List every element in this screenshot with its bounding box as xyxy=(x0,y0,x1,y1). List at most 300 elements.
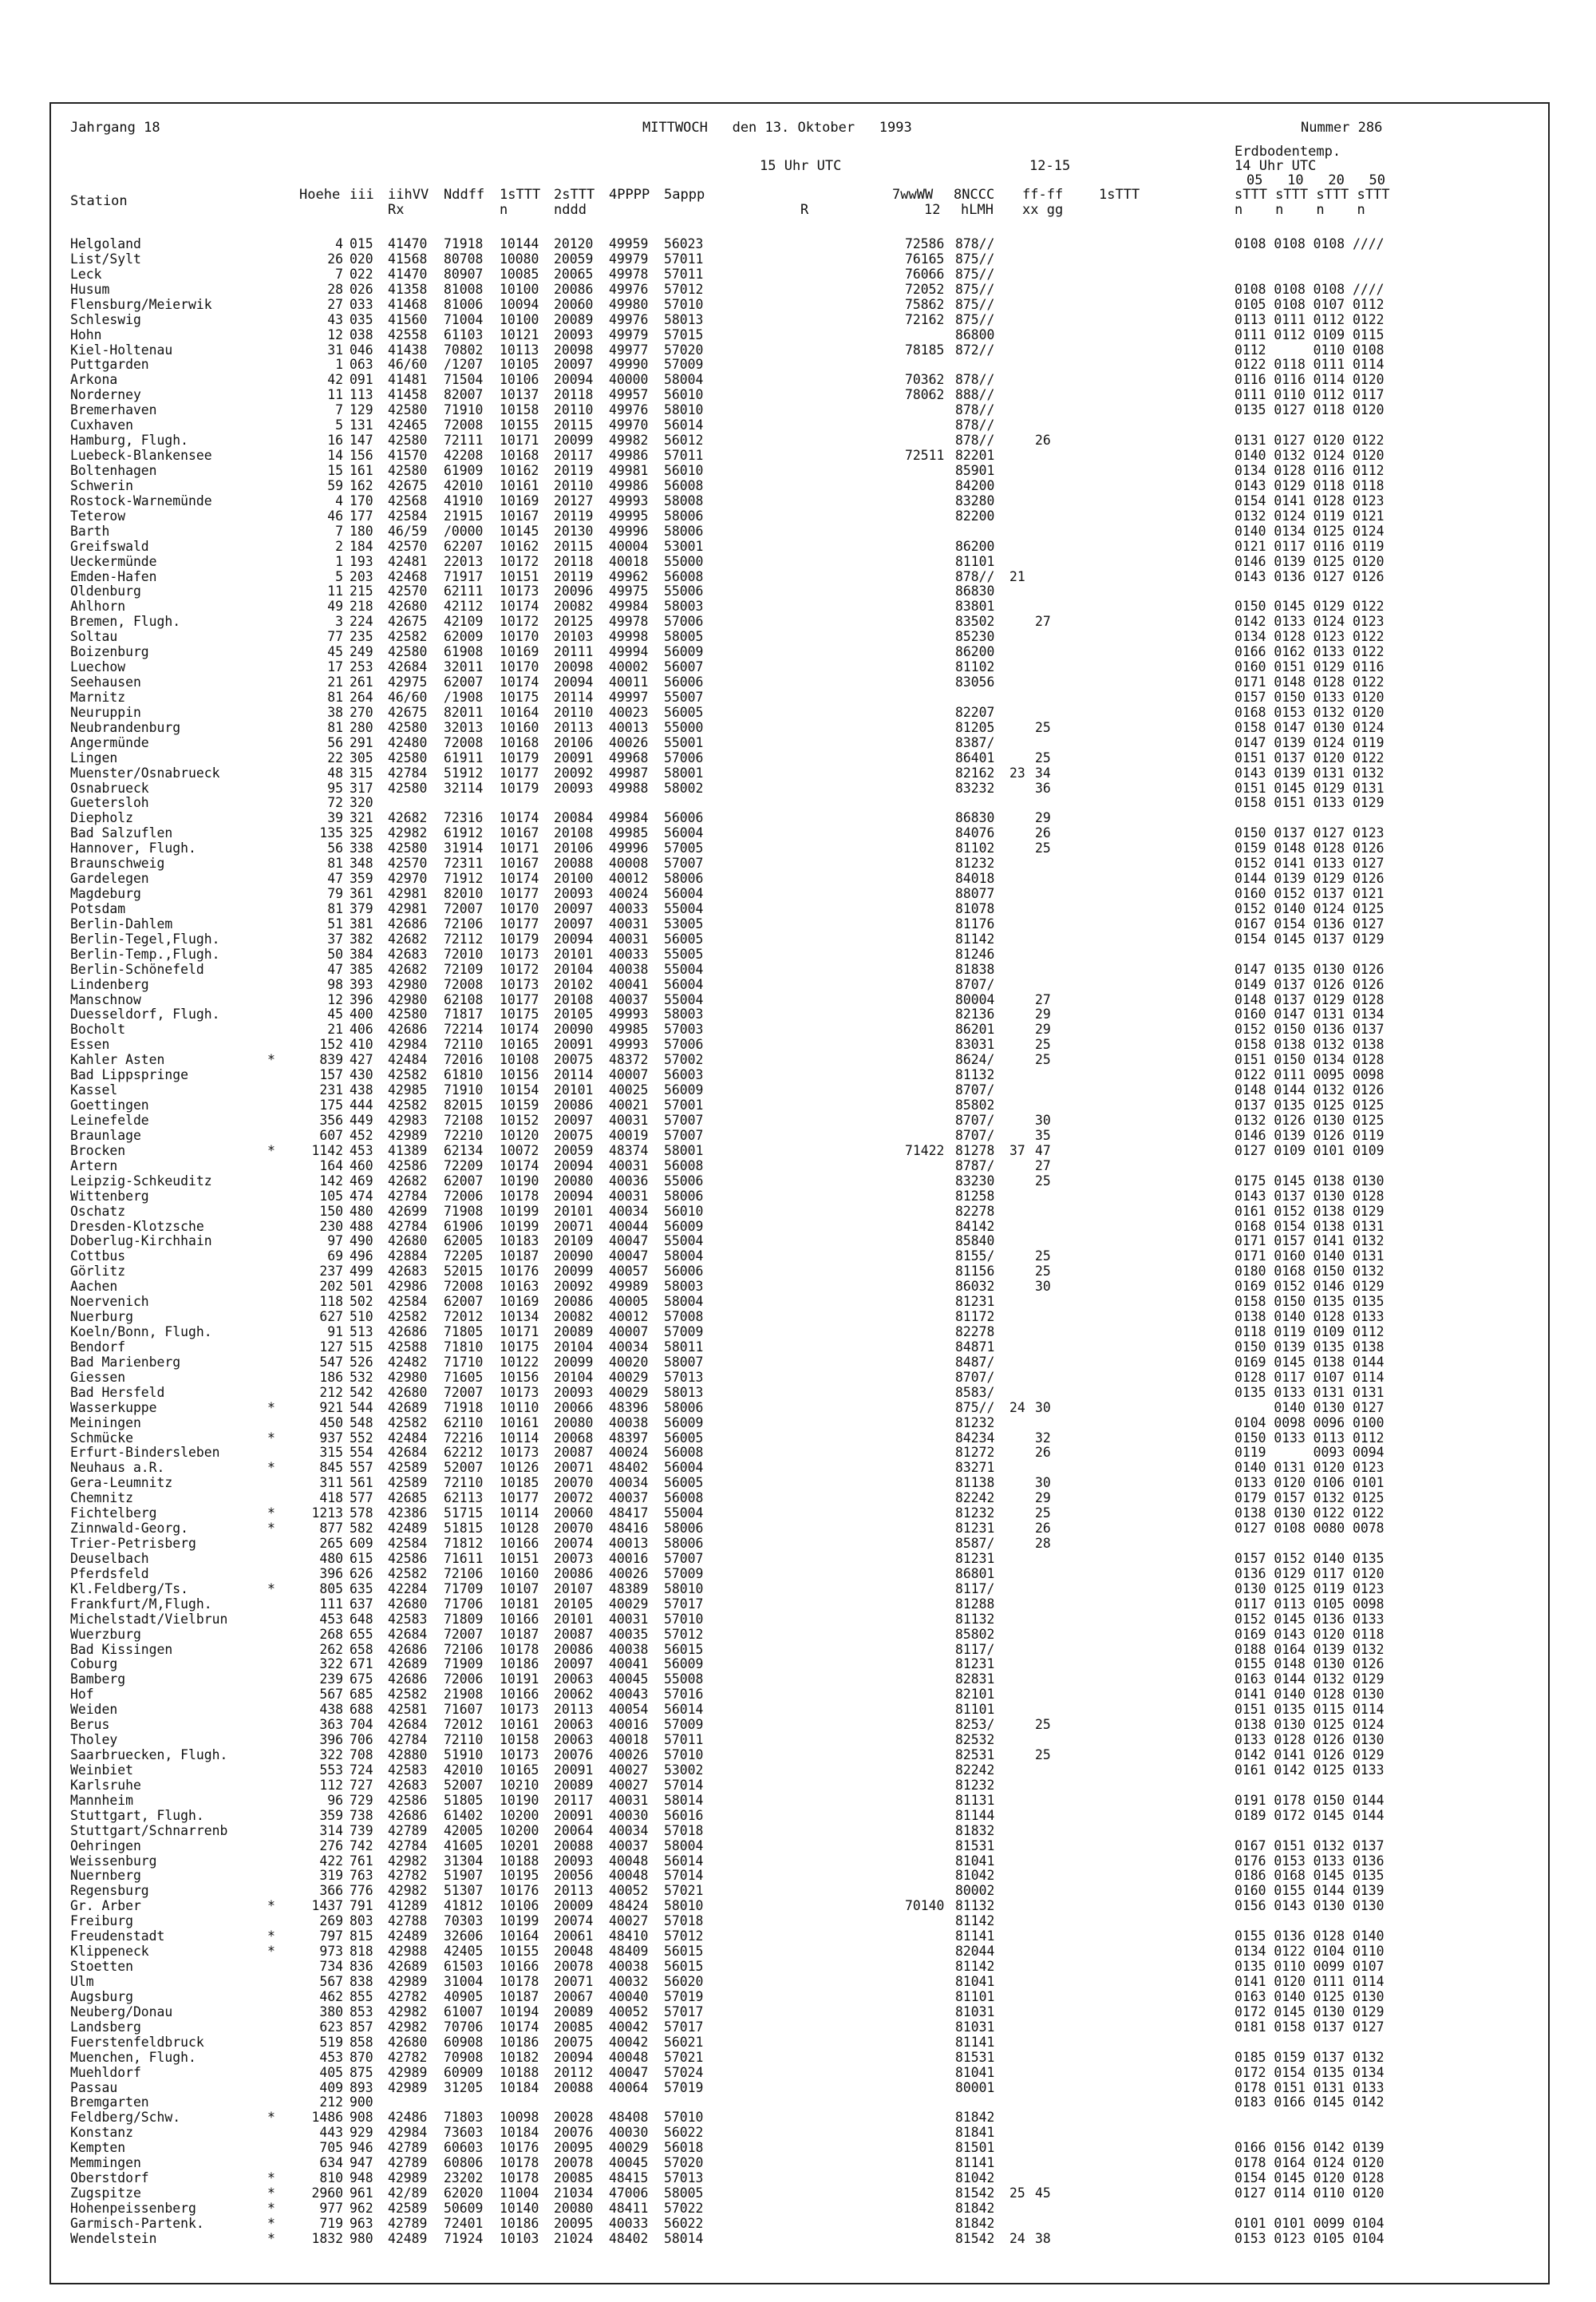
tx: 20086 xyxy=(554,1565,594,1581)
ff2: 28 xyxy=(1035,1536,1051,1551)
tn: 10187 xyxy=(500,1988,539,2004)
iihvv: 42782 xyxy=(388,2049,428,2065)
tx: 20130 xyxy=(554,523,594,539)
nccc: 81842 xyxy=(955,2110,995,2126)
iihvv: 42684 xyxy=(388,1626,428,1642)
appp: 56006 xyxy=(664,810,704,826)
station-name: Bocholt xyxy=(70,1022,126,1038)
hoehe: 5 xyxy=(335,568,343,584)
station-row xyxy=(0,1883,1548,1898)
nccc: 82101 xyxy=(955,1687,995,1703)
tn: 10179 xyxy=(500,750,539,765)
iii: 379 xyxy=(350,900,373,916)
station-row xyxy=(0,251,1548,267)
soil-temps: 0122 0111 0095 0098 xyxy=(1235,1067,1385,1083)
header-n: n xyxy=(500,202,508,218)
station-row xyxy=(0,1279,1548,1294)
soil-temps: 0188 0164 0139 0132 xyxy=(1235,1641,1385,1657)
mountain-marker: * xyxy=(267,1430,275,1446)
hoehe: 2 xyxy=(335,538,343,554)
station-name: Klippeneck xyxy=(70,1944,149,1960)
iii: 203 xyxy=(350,568,373,584)
hoehe: 396 xyxy=(319,1732,343,1748)
pppp: 49996 xyxy=(609,841,649,856)
nddff: 51715 xyxy=(444,1505,484,1521)
pppp: 40029 xyxy=(609,2140,649,2156)
mountain-marker: * xyxy=(267,1399,275,1415)
station-row xyxy=(0,583,1548,599)
appp: 57010 xyxy=(664,2110,704,2126)
hoehe: 322 xyxy=(319,1747,343,1762)
station-row xyxy=(0,2019,1548,2035)
iii: 270 xyxy=(350,704,373,720)
soil-temps: 0135 0133 0131 0131 xyxy=(1235,1384,1385,1400)
iii: 815 xyxy=(350,1928,373,1944)
nddff: 72106 xyxy=(444,1641,484,1657)
iii: 218 xyxy=(350,599,373,615)
station-name: Emden-Hafen xyxy=(70,568,157,584)
iihvv: 42568 xyxy=(388,492,428,508)
iihvv: 42989 xyxy=(388,2079,428,2095)
station-name: Arkona xyxy=(70,372,118,388)
iii: 561 xyxy=(350,1475,373,1491)
hoehe: 877 xyxy=(319,1521,343,1536)
hoehe: 1142 xyxy=(311,1142,343,1158)
appp: 58010 xyxy=(664,1898,704,1914)
nddff: /1908 xyxy=(444,689,484,705)
iihvv: 42789 xyxy=(388,2215,428,2231)
pppp: 48411 xyxy=(609,2200,649,2216)
station-row xyxy=(0,599,1548,614)
tx: 20117 xyxy=(554,1792,594,1808)
station-row xyxy=(0,810,1548,825)
tx: 20098 xyxy=(554,342,594,358)
tx: 20094 xyxy=(554,1157,594,1173)
tx: 20071 xyxy=(554,1218,594,1234)
soil-temps: 0127 0109 0101 0109 xyxy=(1235,1142,1385,1158)
nddff: 73603 xyxy=(444,2125,484,2141)
nccc: 81531 xyxy=(955,1837,995,1853)
station-row xyxy=(0,1928,1548,1944)
pppp: 40037 xyxy=(609,1837,649,1853)
tn: 10175 xyxy=(500,689,539,705)
soil-temps: 0136 0129 0117 0120 xyxy=(1235,1565,1385,1581)
iihvv: 42675 xyxy=(388,614,428,630)
tx: 20115 xyxy=(554,417,594,433)
iii: 317 xyxy=(350,780,373,796)
nccc: 82044 xyxy=(955,1944,995,1960)
mountain-marker: * xyxy=(267,2230,275,2246)
pppp: 40032 xyxy=(609,1973,649,1989)
pppp: 49982 xyxy=(609,433,649,449)
pppp: 49993 xyxy=(609,492,649,508)
iii: 499 xyxy=(350,1264,373,1280)
pppp: 40018 xyxy=(609,1732,649,1748)
header-12-15: 12-15 xyxy=(1029,158,1071,174)
tn: 10174 xyxy=(500,871,539,887)
tx: 20113 xyxy=(554,1702,594,1718)
nccc: 81246 xyxy=(955,946,995,962)
pppp: 40041 xyxy=(609,976,649,992)
hoehe: 1 xyxy=(335,357,343,373)
nddff: 62207 xyxy=(444,538,484,554)
tx: 20110 xyxy=(554,477,594,493)
tx: 20127 xyxy=(554,492,594,508)
mountain-marker: * xyxy=(267,1142,275,1158)
hoehe: 1 xyxy=(335,553,343,569)
iihvv: 42981 xyxy=(388,886,428,901)
nccc: 8583/ xyxy=(955,1384,995,1400)
appp: 56012 xyxy=(664,433,704,449)
pppp: 49988 xyxy=(609,780,649,796)
iii: 962 xyxy=(350,2200,373,2216)
nddff: 61402 xyxy=(444,1807,484,1823)
ff2: 29 xyxy=(1035,1490,1051,1506)
tx: 20118 xyxy=(554,553,594,569)
hoehe: 202 xyxy=(319,1279,343,1295)
appp: 56015 xyxy=(664,1944,704,1960)
nddff: 61906 xyxy=(444,1218,484,1234)
soil-temps: 0163 0140 0125 0130 xyxy=(1235,1988,1385,2004)
iii: 490 xyxy=(350,1233,373,1249)
ff2: 30 xyxy=(1035,1399,1051,1415)
iihvv: 42489 xyxy=(388,2230,428,2246)
pppp: 40034 xyxy=(609,1339,649,1355)
station-name: Bremerhaven xyxy=(70,402,157,418)
pppp: 40042 xyxy=(609,2034,649,2050)
tx: 20110 xyxy=(554,402,594,418)
appp: 55001 xyxy=(664,734,704,750)
appp: 56022 xyxy=(664,2125,704,2141)
iii: 908 xyxy=(350,2110,373,2126)
iihvv: 41570 xyxy=(388,448,428,463)
nddff: 61908 xyxy=(444,644,484,660)
station-name: Gr. Arber xyxy=(70,1898,141,1914)
tx: 20101 xyxy=(554,1082,594,1098)
nddff: 71805 xyxy=(444,1324,484,1339)
appp: 55006 xyxy=(664,583,704,599)
tx: 20097 xyxy=(554,1112,594,1128)
station-name: Barth xyxy=(70,523,110,539)
mountain-marker: * xyxy=(267,1928,275,1944)
appp: 57011 xyxy=(664,266,704,282)
nddff: 71810 xyxy=(444,1339,484,1355)
appp: 56008 xyxy=(664,477,704,493)
soil-temps: 0161 0142 0125 0133 xyxy=(1235,1762,1385,1778)
appp: 57022 xyxy=(664,2200,704,2216)
appp: 56010 xyxy=(664,387,704,403)
nccc: 81542 xyxy=(955,2230,995,2246)
iihvv: 42789 xyxy=(388,2140,428,2156)
iii: 776 xyxy=(350,1883,373,1899)
station-row xyxy=(0,1505,1548,1521)
appp: 57021 xyxy=(664,2049,704,2065)
station-name: Bamberg xyxy=(70,1671,126,1687)
iihvv: 42784 xyxy=(388,1218,428,1234)
iii: 022 xyxy=(350,266,373,282)
station-name: Marnitz xyxy=(70,689,126,705)
nccc: 8707/ xyxy=(955,1369,995,1385)
nccc: 82200 xyxy=(955,508,995,524)
tx: 20086 xyxy=(554,281,594,297)
tx: 20063 xyxy=(554,1671,594,1687)
iihvv: 42580 xyxy=(388,750,428,765)
pppp: 49977 xyxy=(609,342,649,358)
iihvv: 42584 xyxy=(388,1294,428,1310)
iihvv: 42982 xyxy=(388,1853,428,1869)
ff2: 32 xyxy=(1035,1430,1051,1446)
tn: 10164 xyxy=(500,704,539,720)
nddff: 72209 xyxy=(444,1157,484,1173)
nccc: 81501 xyxy=(955,2140,995,2156)
pppp: 48410 xyxy=(609,1928,649,1944)
header-soil-sttt: sTTT sTTT sTTT sTTT xyxy=(1235,187,1390,203)
nddff: 62113 xyxy=(444,1490,484,1506)
iii: 739 xyxy=(350,1822,373,1838)
iihvv: 42788 xyxy=(388,1913,428,1929)
iii: 184 xyxy=(350,538,373,554)
station-row xyxy=(0,569,1548,584)
nccc: 81142 xyxy=(955,931,995,947)
nddff: 71706 xyxy=(444,1596,484,1612)
nccc: 81231 xyxy=(955,1550,995,1566)
tx: 20093 xyxy=(554,1853,594,1869)
pppp: 48416 xyxy=(609,1521,649,1536)
nddff: 71918 xyxy=(444,236,484,251)
tx: 20105 xyxy=(554,1007,594,1022)
tn: 10177 xyxy=(500,991,539,1007)
station-row xyxy=(0,1642,1548,1657)
iii: 947 xyxy=(350,2155,373,2171)
station-row xyxy=(0,478,1548,493)
nddff: 81006 xyxy=(444,296,484,312)
iihvv: 42989 xyxy=(388,1127,428,1143)
pppp: 40018 xyxy=(609,553,649,569)
tx: 20118 xyxy=(554,387,594,403)
pppp: 40036 xyxy=(609,1173,649,1189)
nccc: 82278 xyxy=(955,1324,995,1339)
station-name: Oberstdorf xyxy=(70,2170,149,2185)
station-name: Oldenburg xyxy=(70,583,141,599)
station-name: Guetersloh xyxy=(70,795,149,811)
tx: 20068 xyxy=(554,1430,594,1446)
station-row xyxy=(0,1400,1548,1415)
station-name: Bremen, Flugh. xyxy=(70,614,181,630)
appp: 55004 xyxy=(664,1505,704,1521)
header-station: Station xyxy=(70,193,128,209)
nddff: 42208 xyxy=(444,448,484,463)
iii: 253 xyxy=(350,659,373,674)
station-name: Helgoland xyxy=(70,236,141,251)
station-row xyxy=(0,1415,1548,1430)
station-name: Trier-Petrisberg xyxy=(70,1536,196,1551)
appp: 56009 xyxy=(664,1656,704,1672)
header-nddff: Nddff xyxy=(444,187,485,203)
appp: 57009 xyxy=(664,1717,704,1733)
iihvv: 42983 xyxy=(388,1112,428,1128)
nddff: 61911 xyxy=(444,750,484,765)
station-name: Bad Salzuflen xyxy=(70,825,173,841)
pppp: 40042 xyxy=(609,2019,649,2035)
appp: 57009 xyxy=(664,1324,704,1339)
station-row xyxy=(0,674,1548,690)
tx: 20103 xyxy=(554,629,594,645)
pppp: 40033 xyxy=(609,946,649,962)
tx: 20108 xyxy=(554,991,594,1007)
pppp: 40024 xyxy=(609,1445,649,1461)
nccc: 82242 xyxy=(955,1490,995,1506)
appp: 58014 xyxy=(664,2230,704,2246)
nddff: 70303 xyxy=(444,1913,484,1929)
iii: 929 xyxy=(350,2125,373,2141)
nccc: 82831 xyxy=(955,1671,995,1687)
appp: 55004 xyxy=(664,900,704,916)
iihvv: 42570 xyxy=(388,538,428,554)
pppp: 40000 xyxy=(609,372,649,388)
soil-temps: 0166 0156 0142 0139 xyxy=(1235,2140,1385,2156)
iihvv: 42580 xyxy=(388,719,428,735)
tn: 10190 xyxy=(500,1173,539,1189)
soil-temps: 0154 0141 0128 0123 xyxy=(1235,492,1385,508)
nddff: 72012 xyxy=(444,1717,484,1733)
station-row xyxy=(0,387,1548,402)
nccc: 80004 xyxy=(955,991,995,1007)
nddff: 62009 xyxy=(444,629,484,645)
tn: 10167 xyxy=(500,825,539,841)
soil-temps: 0152 0145 0136 0133 xyxy=(1235,1611,1385,1627)
hoehe: 405 xyxy=(319,2064,343,2080)
appp: 58004 xyxy=(664,1248,704,1264)
soil-temps: 0155 0136 0128 0140 xyxy=(1235,1928,1385,1944)
hoehe: 719 xyxy=(319,2215,343,2231)
issue-number: Nummer 286 xyxy=(1301,120,1383,136)
nddff: 42405 xyxy=(444,1944,484,1960)
station-row xyxy=(0,947,1548,962)
tn: 10162 xyxy=(500,538,539,554)
iihvv: 42580 xyxy=(388,463,428,478)
nddff: 22013 xyxy=(444,553,484,569)
soil-temps: 0138 0130 0125 0124 xyxy=(1235,1717,1385,1733)
pppp: 40012 xyxy=(609,1309,649,1324)
nccc: 82278 xyxy=(955,1203,995,1219)
soil-temps: 0181 0158 0137 0127 xyxy=(1235,2019,1385,2035)
station-name: Goettingen xyxy=(70,1098,149,1113)
nccc: 81842 xyxy=(955,2200,995,2216)
nddff: 72010 xyxy=(444,946,484,962)
nccc: 85802 xyxy=(955,1098,995,1113)
nccc: 8707/ xyxy=(955,1127,995,1143)
nddff: 42112 xyxy=(444,599,484,615)
hoehe: 45 xyxy=(327,644,343,660)
tx: 20094 xyxy=(554,931,594,947)
station-name: Konstanz xyxy=(70,2125,133,2141)
iihvv: 42582 xyxy=(388,1067,428,1083)
tx: 20056 xyxy=(554,1868,594,1884)
iii: 675 xyxy=(350,1671,373,1687)
nddff: 72012 xyxy=(444,1309,484,1324)
station-row xyxy=(0,1778,1548,1793)
appp: 58005 xyxy=(664,629,704,645)
iii: 688 xyxy=(350,1702,373,1718)
pppp: 40052 xyxy=(609,1883,649,1899)
soil-temps: 0122 0118 0111 0114 xyxy=(1235,357,1385,373)
tx: 20104 xyxy=(554,1369,594,1385)
station-name: Bad Marienberg xyxy=(70,1354,181,1370)
tx: 20090 xyxy=(554,1248,594,1264)
tn: 10151 xyxy=(500,1550,539,1566)
tn: 10166 xyxy=(500,1687,539,1703)
tn: 10195 xyxy=(500,1868,539,1884)
nddff: 61912 xyxy=(444,825,484,841)
pppp: 49981 xyxy=(609,463,649,478)
station-row xyxy=(0,1052,1548,1067)
pppp: 48402 xyxy=(609,1460,649,1476)
iihvv: 42689 xyxy=(388,1959,428,1974)
nddff: 72106 xyxy=(444,916,484,931)
appp: 56004 xyxy=(664,886,704,901)
nccc: 81041 xyxy=(955,1973,995,1989)
station-name: Feldberg/Schw. xyxy=(70,2110,181,2126)
nddff: 71803 xyxy=(444,2110,484,2126)
ff1: 25 xyxy=(1009,2185,1025,2201)
station-name: Cottbus xyxy=(70,1248,126,1264)
hoehe: 453 xyxy=(319,2049,343,2065)
station-row xyxy=(0,1747,1548,1762)
iii: 858 xyxy=(350,2034,373,2050)
wwww: 72162 xyxy=(905,311,945,327)
station-row xyxy=(0,236,1548,251)
appp: 56014 xyxy=(664,1702,704,1718)
nddff: 80708 xyxy=(444,251,484,267)
tn: 10168 xyxy=(500,734,539,750)
pppp: 40024 xyxy=(609,886,649,901)
soil-temps: 0137 0135 0125 0125 xyxy=(1235,1098,1385,1113)
iihvv: 42680 xyxy=(388,1596,428,1612)
ff2: 26 xyxy=(1035,825,1051,841)
soil-temps: 0133 0128 0126 0130 xyxy=(1235,1732,1385,1748)
appp: 58002 xyxy=(664,780,704,796)
nccc: 81144 xyxy=(955,1807,995,1823)
pppp: 40038 xyxy=(609,1641,649,1657)
station-row xyxy=(0,433,1548,448)
tx: 20100 xyxy=(554,871,594,887)
mountain-marker: * xyxy=(267,1505,275,1521)
tn: 10166 xyxy=(500,1611,539,1627)
soil-temps: 0151 0150 0134 0128 xyxy=(1235,1052,1385,1068)
hoehe: 51 xyxy=(327,916,343,931)
iihvv: 42489 xyxy=(388,1521,428,1536)
appp: 57020 xyxy=(664,2155,704,2171)
soil-temps: 0146 0139 0126 0119 xyxy=(1235,1127,1385,1143)
soil-temps: 0128 0117 0107 0114 xyxy=(1235,1369,1385,1385)
ff2: 25 xyxy=(1035,1505,1051,1521)
iihvv: 42782 xyxy=(388,1868,428,1884)
iii: 474 xyxy=(350,1188,373,1204)
nddff: 71809 xyxy=(444,1611,484,1627)
hoehe: 186 xyxy=(319,1369,343,1385)
soil-temps: 0135 0127 0118 0120 xyxy=(1235,402,1385,418)
iii: 396 xyxy=(350,991,373,1007)
hoehe: 38 xyxy=(327,704,343,720)
nddff: 71912 xyxy=(444,871,484,887)
tx: 20075 xyxy=(554,1127,594,1143)
mountain-marker: * xyxy=(267,2215,275,2231)
iii: 855 xyxy=(350,1988,373,2004)
tn: 10174 xyxy=(500,674,539,690)
tx: 20097 xyxy=(554,900,594,916)
iihvv: 42686 xyxy=(388,916,428,931)
pppp: 49994 xyxy=(609,644,649,660)
